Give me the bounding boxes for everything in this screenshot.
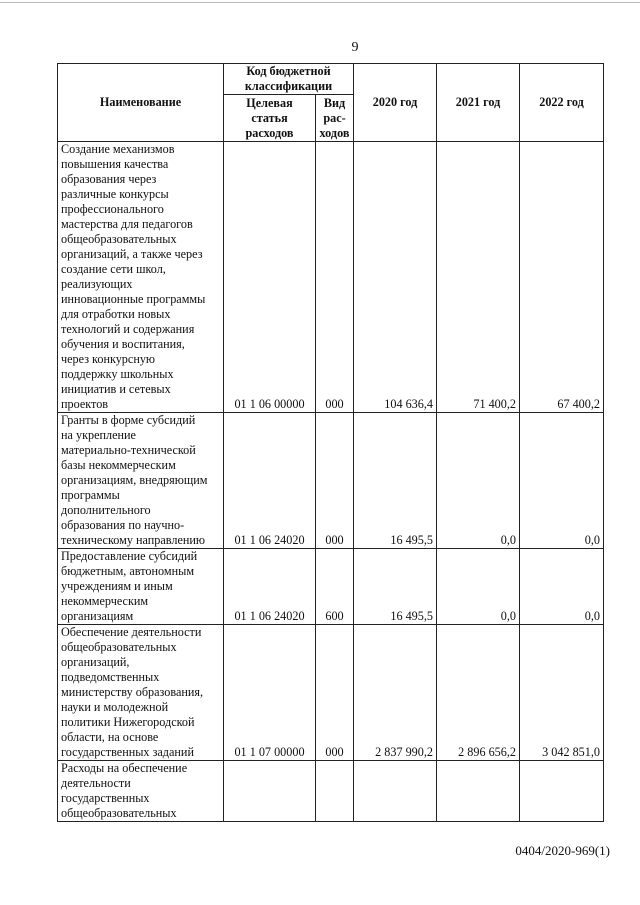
table-row — [58, 142, 604, 413]
row-name: Предоставление субсидий бюджетным, автономным учреждениям и иным некоммерческим организациям — [58, 549, 224, 625]
row-2022 — [520, 761, 604, 822]
row-2021: 0,0 — [437, 549, 520, 625]
row-2020: 16 495,5 — [354, 549, 437, 625]
row-article: 01 1 07 00000 — [224, 625, 316, 761]
row-article — [224, 761, 316, 822]
row-2021: 0,0 — [437, 413, 520, 549]
row-name: Расходы на обеспечение деятельности государственных общеобразовательных — [58, 761, 224, 822]
row-type: 000 — [316, 413, 354, 549]
row-name: Создание механизмов повышения качества образования через различные конкурсы профессионального мастерства для педагогов общеобразовательных организаций, а также через создание сети школ, реализующих инновационные программы для отработки новых технологий и содержания обучения и воспитания, через конкурсную поддержку школьных инициатив и сетевых проектов — [58, 142, 224, 413]
header-target-article: Целевая статья расходов — [224, 95, 316, 142]
header-year-2021: 2021 год — [437, 64, 520, 142]
table-row — [58, 761, 604, 822]
table-row — [58, 549, 604, 625]
header-name: Наименование — [58, 64, 224, 142]
row-type: 000 — [316, 142, 354, 413]
row-2022: 3 042 851,0 — [520, 625, 604, 761]
row-type — [316, 761, 354, 822]
header-year-2020: 2020 год — [354, 64, 437, 142]
row-2020: 2 837 990,2 — [354, 625, 437, 761]
row-article: 01 1 06 24020 — [224, 413, 316, 549]
header-year-2022: 2022 год — [520, 64, 604, 142]
top-border-line — [0, 0, 640, 3]
row-type: 000 — [316, 625, 354, 761]
row-2022: 0,0 — [520, 549, 604, 625]
header-row — [58, 64, 604, 95]
header-code-group: Код бюджетной классификации — [224, 64, 354, 95]
row-article: 01 1 06 24020 — [224, 549, 316, 625]
row-2021 — [437, 761, 520, 822]
row-2022: 67 400,2 — [520, 142, 604, 413]
table-row — [58, 413, 604, 549]
row-name: Обеспечение деятельности общеобразовательных организаций, подведомственных министерству образования, науки и молодежной политики Нижегородской области, на основе государственных заданий — [58, 625, 224, 761]
row-2022: 0,0 — [520, 413, 604, 549]
row-name: Гранты в форме субсидий на укрепление материально-технической базы некоммерческим организациям, внедряющим программы дополнительного образования по научно- техническому направлению — [58, 413, 224, 549]
row-2021: 2 896 656,2 — [437, 625, 520, 761]
budget-table — [57, 63, 604, 822]
header-expense-type: Вид рас-ходов — [316, 95, 354, 142]
table-row — [58, 625, 604, 761]
row-2020 — [354, 761, 437, 822]
row-type: 600 — [316, 549, 354, 625]
document-code: 0404/2020-969(1) — [515, 843, 610, 858]
row-2020: 104 636,4 — [354, 142, 437, 413]
page-number: 9 — [351, 40, 359, 55]
row-2020: 16 495,5 — [354, 413, 437, 549]
row-article: 01 1 06 00000 — [224, 142, 316, 413]
row-2021: 71 400,2 — [437, 142, 520, 413]
